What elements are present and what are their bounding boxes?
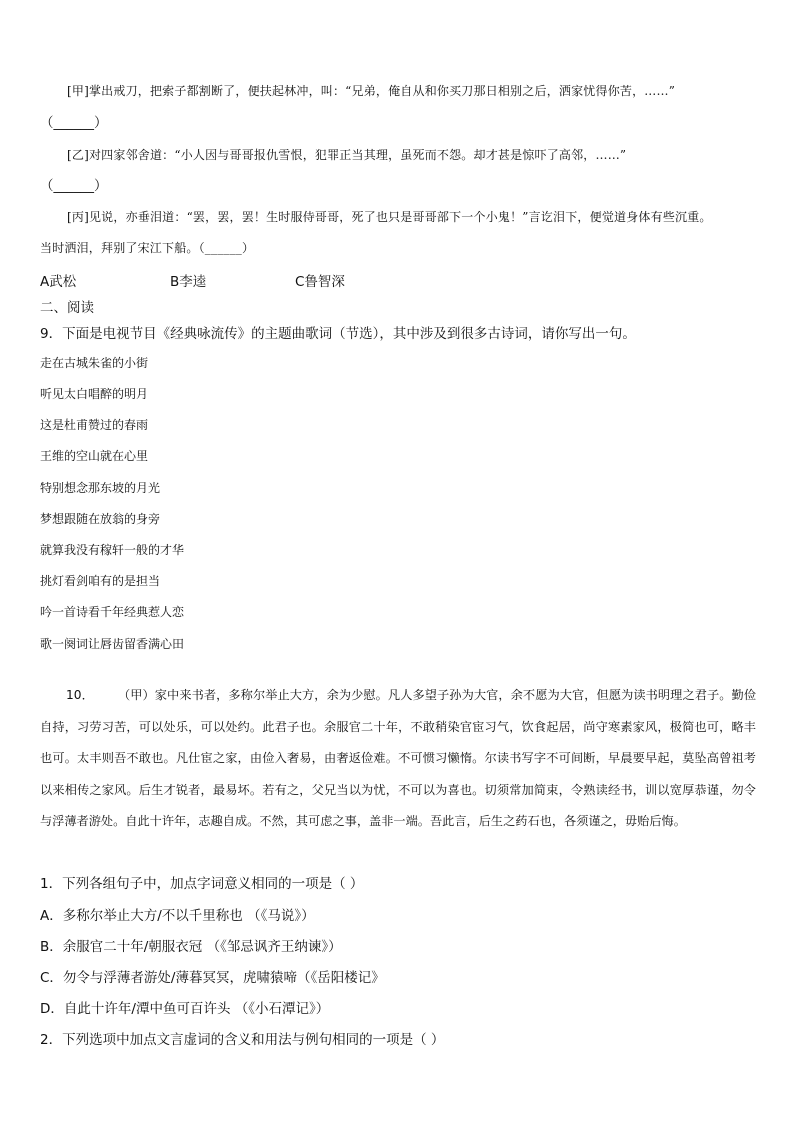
lyric-line: 梦想跟随在放翁的身旁 (40, 512, 161, 526)
lyric-line: 吟一首诗看千年经典惹人恋 (40, 605, 185, 619)
option-c: C鲁智深 (295, 274, 345, 290)
lyric-line: 挑灯看剑咱有的是担当 (40, 574, 161, 588)
question-10-number: 10． (66, 688, 94, 702)
question-10-passage (40, 680, 756, 838)
passage-line-yi: [乙]对四家邻舍道：“小人因与哥哥报仇雪恨，犯罪正当其理，虽死而不怨。却才甚是惊吓了高邻，……” (67, 148, 627, 162)
option-1c: C．勿令与浮薄者游处/薄暮冥冥，虎啸猿啼（《岳阳楼记》 (40, 970, 385, 986)
question-10-text: （甲）家中来书者，多称尔举止大方，余为少慰。凡人多望子孙为大官，余不愿为大官，但愿为读书明理之君子。勤俭自持，习劳习苦，可以处乐，可以处约。此君子也。余服官二十年，不敢稍染官宦习气，饮食起居，尚守寒素家风，极简也可，略丰也可。太丰则吾不敢也。凡仕宦之家，由俭入奢易，由奢返俭难。不可惯习懒惰。尔读书写字不可间断，早晨要早起，莫坠高曾祖考以来相传之家风。后生才锐者，最易坏。若有之，父兄当以为忧，不可以为喜也。切须常加简束，令熟读经书，训以宽厚恭谨，勿令与浮薄者游处。自此十许年，志趣自成。不然，其可虑之事，盖非一端。吾此言，后生之药石也，各须谨之，毋贻后悔。 (40, 688, 757, 828)
question-9-title: 9．下面是电视节目《经典咏流传》的主题曲歌词（节选），其中涉及到很多古诗词，请你写出一句。 (40, 326, 636, 342)
sub-question-1: 1．下列各组句子中，加点字词意义相同的一项是（ ） (40, 876, 364, 892)
section-heading: 二、阅读 (40, 300, 94, 316)
lyric-line: 走在古城朱雀的小街 (40, 356, 149, 370)
option-1b: B．余服官二十年/朝服衣冠 （《邹忌讽齐王纳谏》） (40, 939, 342, 955)
option-1a: A．多称尔举止大方/不以千里称也 （《马说》） (40, 908, 315, 924)
lyric-line: 歌一阕词让唇齿留香满心田 (40, 637, 185, 651)
sub-question-2: 2．下列选项中加点文言虚词的含义和用法与例句相同的一项是（ ） (40, 1032, 445, 1048)
option-1d: D．自此十许年/潭中鱼可百许头 （《小石潭记》） (40, 1001, 330, 1017)
lyric-line: 听见太白唱醉的明月 (40, 387, 149, 401)
passage-line-jia: [甲]掌出戒刀，把索子都割断了，便扶起林冲，叫：“兄弟，俺自从和你买刀那日相别之后，洒家忧得你苦，……” (67, 84, 676, 98)
option-b: B李逵 (170, 274, 207, 290)
answer-blank-2: （______） (40, 178, 108, 194)
answer-blank-1: （______） (40, 115, 108, 131)
lyric-line: 就算我没有稼轩一般的才华 (40, 543, 185, 557)
lyric-line: 特别想念那东坡的月光 (40, 481, 161, 495)
passage-line-bing: [丙]见说，亦垂泪道：“罢，罢，罢！生时服侍哥哥，死了也只是哥哥部下一个小鬼！”言讫泪下，便觉道身体有些沉重。 (67, 210, 712, 224)
lyric-line: 王维的空山就在心里 (40, 449, 149, 463)
passage-line-bing-cont: 当时洒泪，拜别了宋江下船。（______） (40, 241, 255, 255)
lyric-line: 这是杜甫赞过的春雨 (40, 418, 149, 432)
option-a: A武松 (40, 274, 77, 290)
